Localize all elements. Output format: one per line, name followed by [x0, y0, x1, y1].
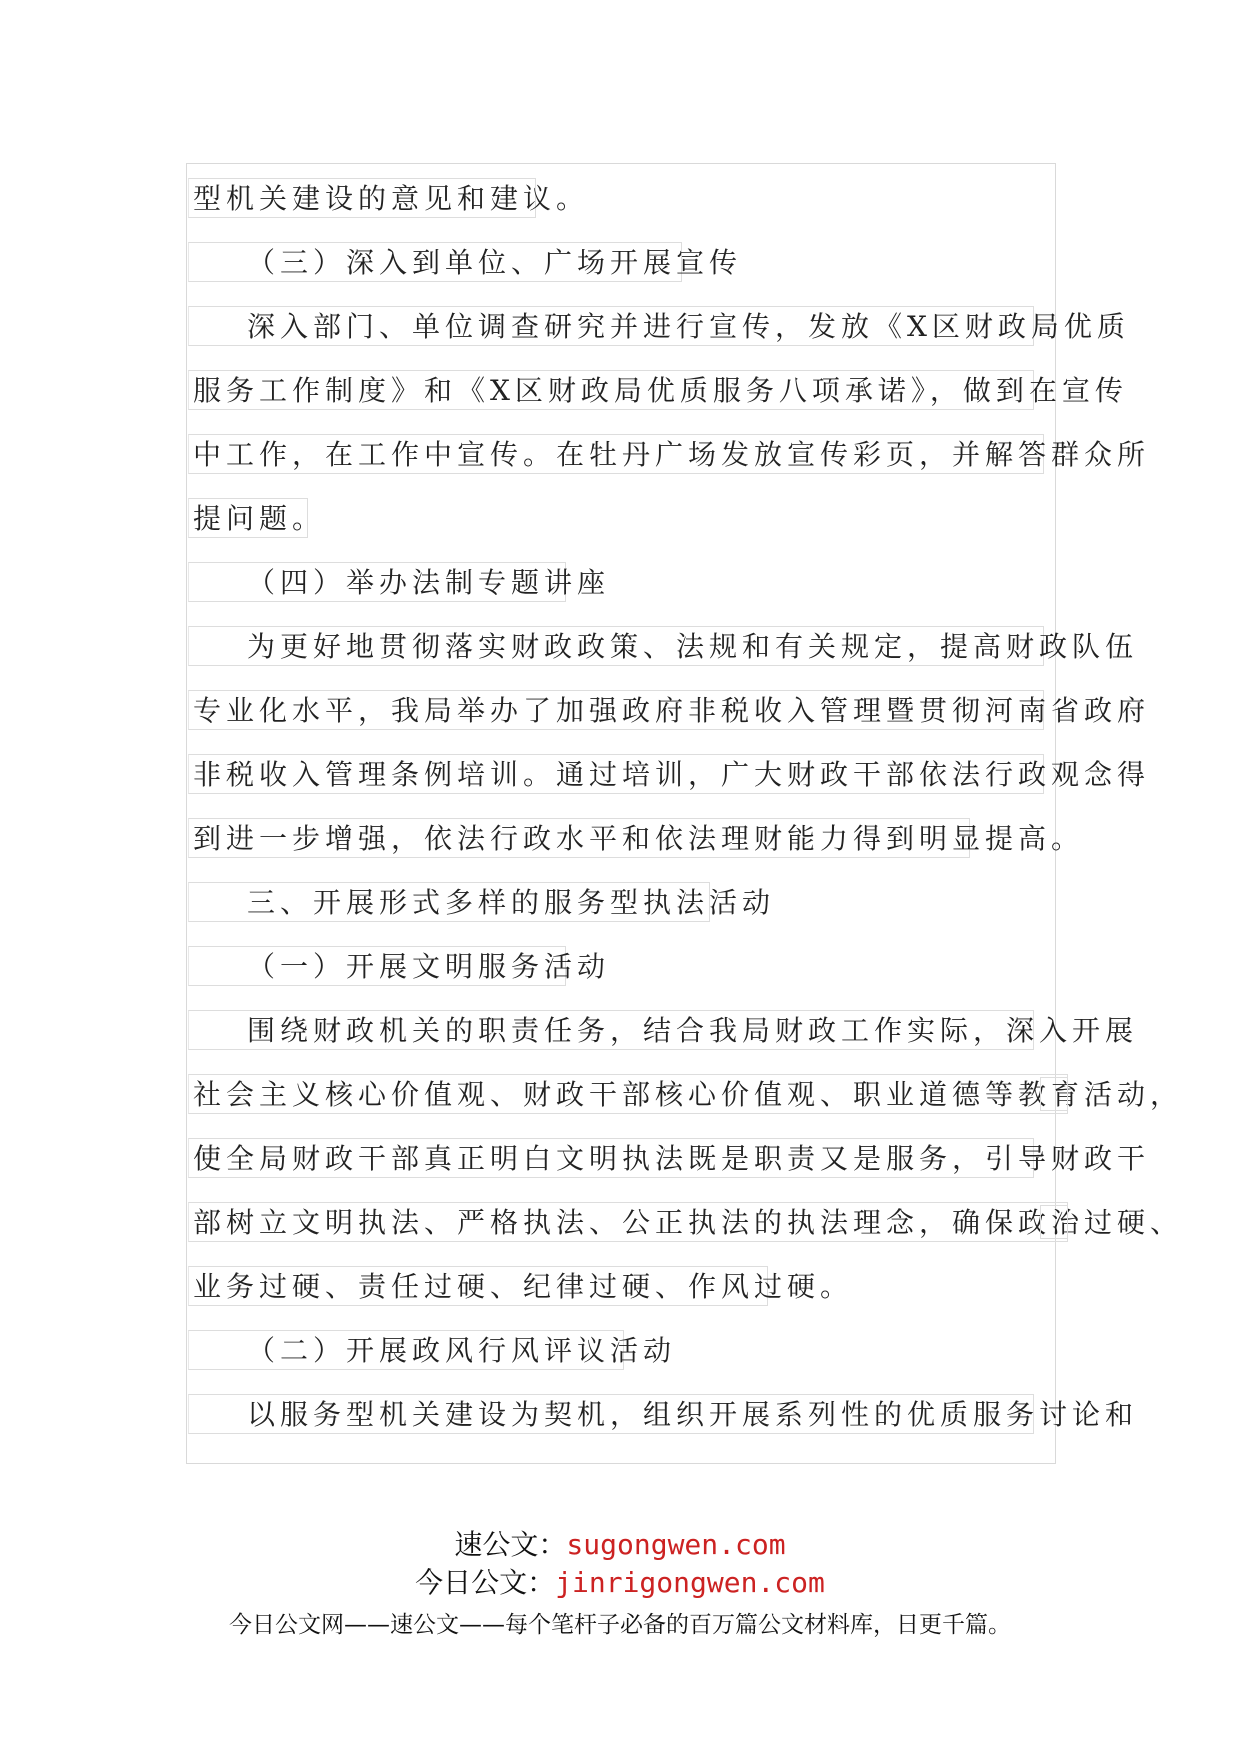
overflow-box — [1040, 1205, 1068, 1239]
text-line: 型机关建设的意见和建议。 — [188, 178, 536, 218]
text-line: 社会主义核心价值观、财政干部核心价值观、职业道德等教育活动， — [188, 1074, 1068, 1114]
text-line: 业务过硬、责任过硬、纪律过硬、作风过硬。 — [188, 1266, 768, 1306]
text-line: 服务工作制度》和《X区财政局优质服务八项承诺》，做到在宣传 — [188, 370, 1034, 410]
text-line: 以服务型机关建设为契机，组织开展系列性的优质服务讨论和 — [188, 1394, 1034, 1434]
section-heading: 三、开展形式多样的服务型执法活动 — [188, 882, 710, 922]
text-line: 提问题。 — [188, 498, 308, 538]
section-heading: （一）开展文明服务活动 — [188, 946, 566, 986]
text-line: 深入部门、单位调查研究并进行宣传，发放《X区财政局优质 — [188, 306, 1034, 346]
text-line: 到进一步增强，依法行政水平和依法理财能力得到明显提高。 — [188, 818, 970, 858]
footer-link-sugongwen[interactable]: sugongwen.com — [566, 1528, 786, 1561]
footer-line-1 — [0, 1528, 1240, 1562]
footer-line-2 — [0, 1566, 1240, 1600]
text-line: 中工作，在工作中宣传。在牡丹广场发放宣传彩页，并解答群众所 — [188, 434, 1044, 474]
text-line: 围绕财政机关的职责任务，结合我局财政工作实际，深入开展 — [188, 1010, 1034, 1050]
footer-link-jinrigongwen[interactable]: jinrigongwen.com — [555, 1566, 825, 1599]
text-line: 使全局财政干部真正明白文明执法既是职责又是服务，引导财政干 — [188, 1138, 1034, 1178]
section-heading: （三）深入到单位、广场开展宣传 — [188, 242, 682, 282]
footer-label-2: 今日公文： — [415, 1566, 556, 1599]
footer-label-1: 速公文： — [454, 1528, 567, 1561]
section-heading: （四）举办法制专题讲座 — [188, 562, 566, 602]
text-line: 专业化水平，我局举办了加强政府非税收入管理暨贯彻河南省政府 — [188, 690, 1044, 730]
text-line: 部树立文明执法、严格执法、公正执法的执法理念，确保政治过硬、 — [188, 1202, 1068, 1242]
text-line: 为更好地贯彻落实财政政策、法规和有关规定，提高财政队伍 — [188, 626, 1044, 666]
section-heading: （二）开展政风行风评议活动 — [188, 1330, 624, 1370]
footer-slogan: 今日公文网——速公文——每个笔杆子必备的百万篇公文材料库，日更千篇。 — [229, 1612, 1011, 1638]
text-line: 非税收入管理条例培训。通过培训，广大财政干部依法行政观念得 — [188, 754, 1044, 794]
overflow-box — [1040, 1077, 1068, 1111]
